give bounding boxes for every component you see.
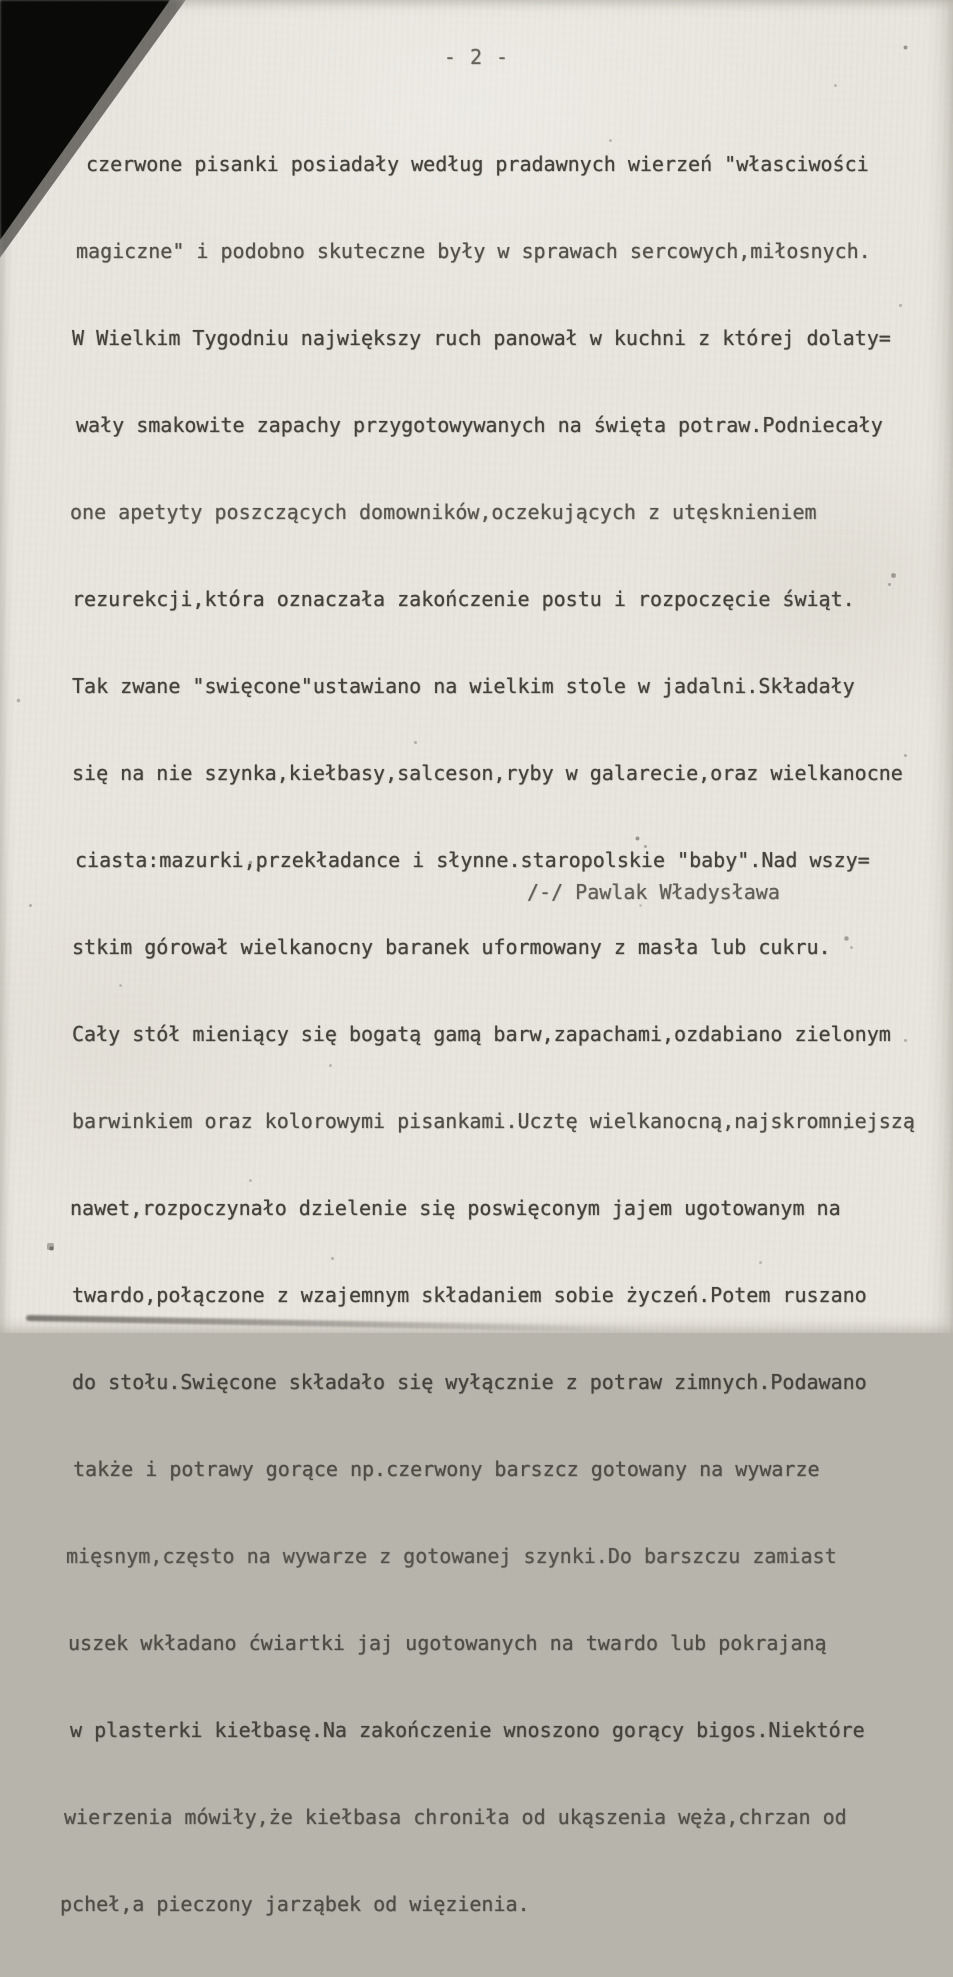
- typewritten-line: one apetyty poszczących domowników,oczekujących z utęsknieniem: [70, 500, 817, 524]
- typewritten-line: Tak zwane "swięcone"ustawiano na wielkim stole w jadalni.Składały: [72, 674, 855, 698]
- typewritten-line: także i potrawy gorące np.czerwony barszcz gotowany na wywarze: [73, 1457, 820, 1481]
- typewritten-paragraph: [60, 92, 922, 1977]
- typewritten-line: pcheł,a pieczony jarząbek od więzienia.: [60, 1892, 530, 1916]
- typewritten-line: mięsnym,często na wywarze z gotowanej szynki.Do barszczu zamiast: [66, 1544, 837, 1568]
- typewritten-line: stkim górował wielkanocny baranek uformowany z masła lub cukru.: [72, 935, 831, 959]
- typewritten-line: do stołu.Swięcone składało się wyłącznie z potraw zimnych.Podawano: [72, 1370, 867, 1394]
- typewritten-line: W Wielkim Tygodniu największy ruch panował w kuchni z której dolaty=: [72, 326, 891, 350]
- typewritten-line: w plasterki kiełbasę.Na zakończenie wnoszono gorący bigos.Niektóre: [70, 1718, 865, 1742]
- typewritten-line: wierzenia mówiły,że kiełbasa chroniła od ukąszenia węża,chrzan od: [64, 1805, 847, 1829]
- typewritten-line: czerwone pisanki posiadały według pradawnych wierzeń "własciwości: [86, 152, 869, 176]
- typewritten-line: się na nie szynka,kiełbasy,salceson,ryby w galarecie,oraz wielkanocne: [72, 761, 903, 785]
- typewritten-line: twardo,połączone z wzajemnym składaniem sobie życzeń.Potem ruszano: [72, 1283, 867, 1307]
- typewritten-line: rezurekcji,która oznaczała zakończenie postu i rozpoczęcie świąt.: [72, 587, 855, 611]
- typewritten-line: uszek wkładano ćwiartki jaj ugotowanych na twardo lub pokrajaną: [68, 1631, 827, 1655]
- signature-line: /-/ Pawlak Władysława: [527, 880, 780, 904]
- paper-specks: [0, 0, 1, 1]
- typewritten-line: magiczne" i podobno skuteczne były w sprawach sercowych,miłosnych.: [76, 239, 871, 263]
- page-number: - 2 -: [443, 45, 510, 69]
- typewritten-line: nawet,rozpoczynało dzielenie się poswięconym jajem ugotowanym na: [70, 1196, 841, 1220]
- typewritten-line: wały smakowite zapachy przygotowywanych na święta potraw.Podniecały: [76, 413, 883, 437]
- typewritten-line: Cały stół mieniący się bogatą gamą barw,zapachami,ozdabiano zielonym: [72, 1022, 891, 1046]
- typewritten-line: ciasta:mazurki,przekładance i słynne.staropolskie "baby".Nad wszy=: [75, 848, 870, 872]
- typewritten-line: barwinkiem oraz kolorowymi pisankami.Ucztę wielkanocną,najskromniejszą: [72, 1109, 915, 1133]
